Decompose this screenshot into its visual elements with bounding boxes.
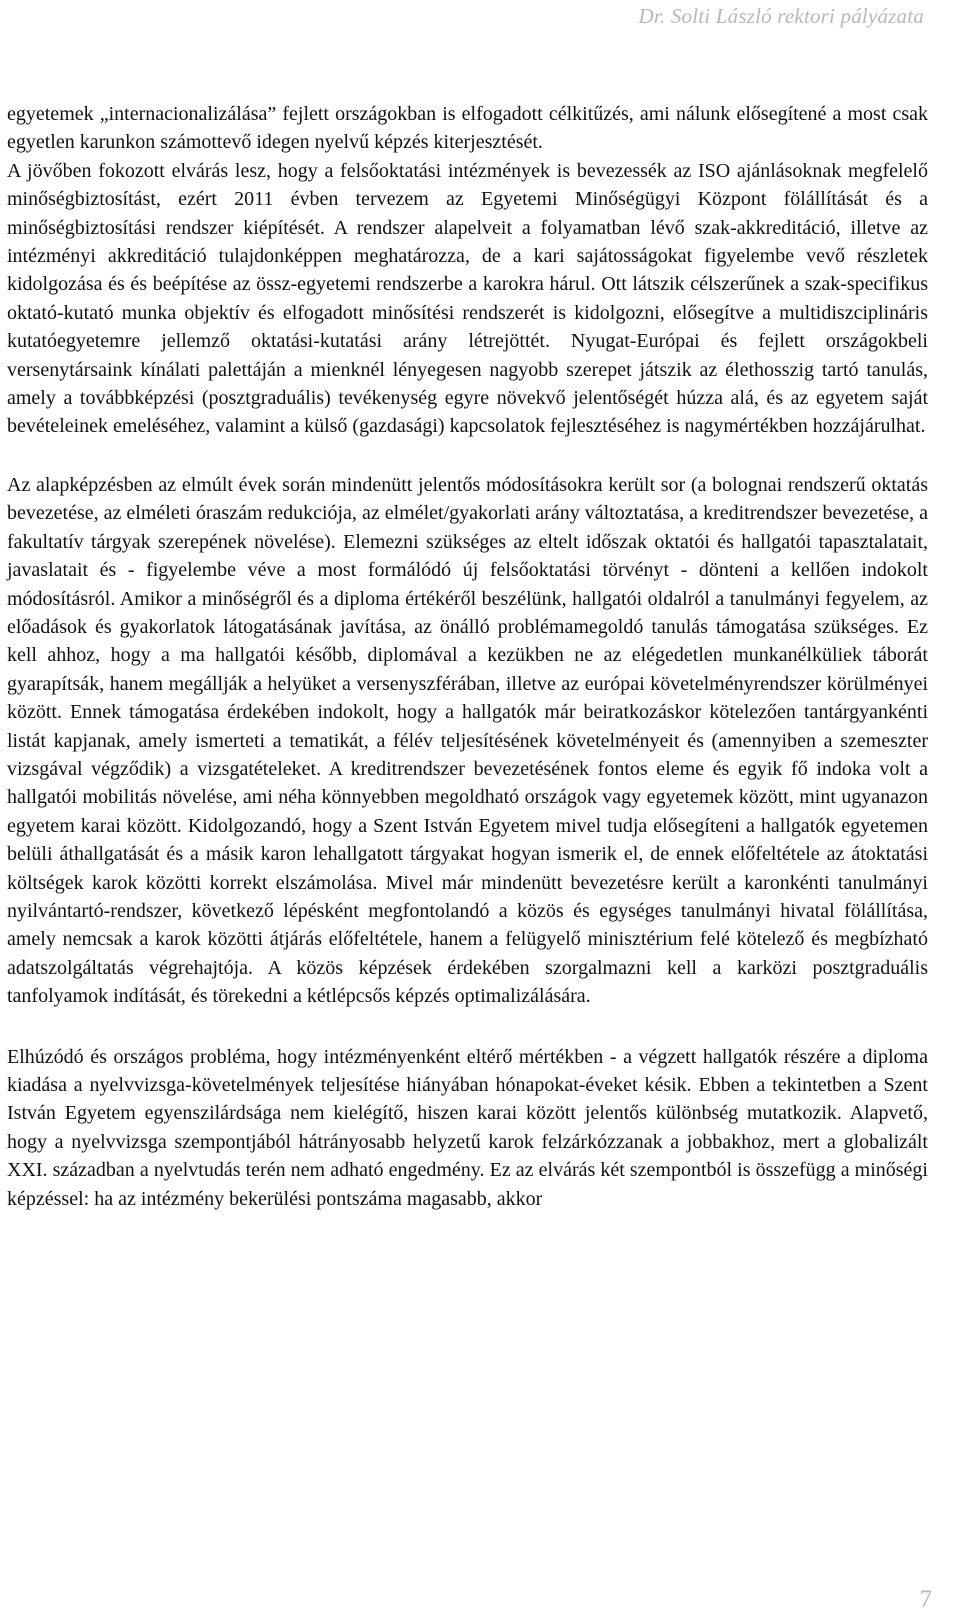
paragraph-internationalization: egyetemek „internacionalizálása” fejlett országokban is elfogadott célkitűzés, ami nálunk elősegítené a most csak egyetlen karunkon számottevő idegen nyelvű képzés kiterjesztését.: [7, 103, 928, 154]
paragraph-basic-training: Az alapképzésben az elmúlt évek során mindenütt jelentős módosításokra került sor (a bolognai rendszerű oktatás bevezetése, az elméleti óraszám redukciója, az elmélet/gyakorlati arány változtatása, a kreditrendszer bevezetése, a fakultatív tárgyak szerepének növelése). Elemezni szükséges az eltelt időszak oktatói és hallgatói tapasztalatait, javaslatait és - figyelembe véve a most formálódó új felsőoktatási törvényt - dönteni a kellően indokolt módosításról. Amikor a minőségről és a diploma értékéről beszélünk, hallgatói oldalról a tanulmányi fegyelem, az előadások és gyakorlatok látogatásának javítása, az önálló problémamegoldó tanulás támogatása szükséges. Ez kell ahhoz, hogy a ma hallgatói később, diplomával a kezükben ne az elégedetlen munkanélküliek táborát gyarapítsák, hanem megállják a helyüket a versenyszférában, illetve az európai követelményrendszer körülményei között. Ennek támogatása érdekében indokolt, hogy a hallgatók már beiratkozáskor kötelezően tantárgyankénti listát kapjanak, amely ismerteti a tematikát, a félév teljesítésének követelményeit és (amennyiben a szemeszter vizsgával végződik) a vizsgatételeket. A kreditrendszer bevezetésének fontos eleme és egyik fő indoka volt a hallgatói mobilitás növelése, ami néha könnyebben megoldható országok vagy egyetemek között, mint ugyanazon egyetem karai között. Kidolgozandó, hogy a Szent István Egyetem mivel tudja elősegíteni a hallgatók egyetemen belüli áthallgatását és a másik karon lehallgatott tárgyakat hogyan ismerik el, de ennek előfeltétele az átoktatási költségek karok közötti korrekt elszámolása. Mivel már mindenütt bevezetésre került a karonkénti tanulmányi nyilvántartó-rendszer, következő lépésként megfontolandó a közös és egységes tanulmányi hivatal fölállítása, amely nemcsak a karok közötti átjárás előfeltétele, hanem a felügyelő minisztérium felé kötelező és megbízható adatszolgáltatás végrehajtója. A közös képzések érdekében szorgalmazni kell a karközi posztgraduális tanfolyamok indítását, és törekedni a kétlépcsős képzés optimalizálására.: [7, 473, 928, 1008]
document-body: [7, 100, 928, 1213]
paragraph-spacer: [7, 1011, 928, 1043]
page-number: 7: [919, 1586, 932, 1613]
page-header-title: Dr. Solti László rektori pályázata: [638, 4, 924, 28]
paragraph-language-exam: Elhúzódó és országos probléma, hogy intézményenként eltérő mértékben - a végzett hallgatók részére a diploma kiadása a nyelvvizsga-követelmények teljesítése hiányában hónapokat-éveket késik. Ebben a tekintetben a Szent István Egyetem egyenszilárdsága nem kielégítő, hiszen karai között jelentős különbség mutatkozik. Alapvető, hogy a nyelvvizsga szempontjából hátrányosabb helyzetű karok felzárkózzanak a jobbakhoz, mert a globalizált XXI. században a nyelvtudás terén nem adható engedmény. Ez az elvárás két szempontból is összefügg a minőségi képzéssel: ha az intézmény bekerülési pontszáma magasabb, akkor: [7, 1045, 928, 1210]
paragraph-spacer: [7, 441, 928, 471]
paragraph-quality-assurance: A jövőben fokozott elvárás lesz, hogy a felsőoktatási intézmények is bevezessék az ISO ajánlásoknak megfelelő minőségbiztosítást, ezért 2011 évben tervezem az Egyetemi Minőségügyi Központ fölállítását és a minőségbiztosítási rendszer kiépítését. A rendszer alapelveit a folyamatban lévő szak-akkreditáció, illetve az intézményi akkreditáció tulajdonképpen meghatározza, de a kari sajátosságokat figyelembe vevő részletek kidolgozása és és beépítése az össz-egyetemi rendszerbe a karokra hárul. Ott látszik célszerűnek a szak-specifikus oktató-kutató munka objektív és elfogadott minősítési rendszerét is kidolgozni, elősegítve a multidiszciplináris kutatóegyetemre jellemző oktatási-kutatási arány létrejöttét. Nyugat-Európai és fejlett országokbeli versenytársaink kínálati palettáján a mienknél lényegesen nagyobb szerepet játszik az élethosszig tartó tanulás, amely a továbbképzési (posztgraduális) tevékenység egyre növekvő jelentőségét húzza alá, és az egyetem saját bevételeinek emeléséhez, valamint a külső (gazdasági) kapcsolatok fejlesztéséhez is nagymértékben hozzájárulhat.: [7, 159, 928, 438]
